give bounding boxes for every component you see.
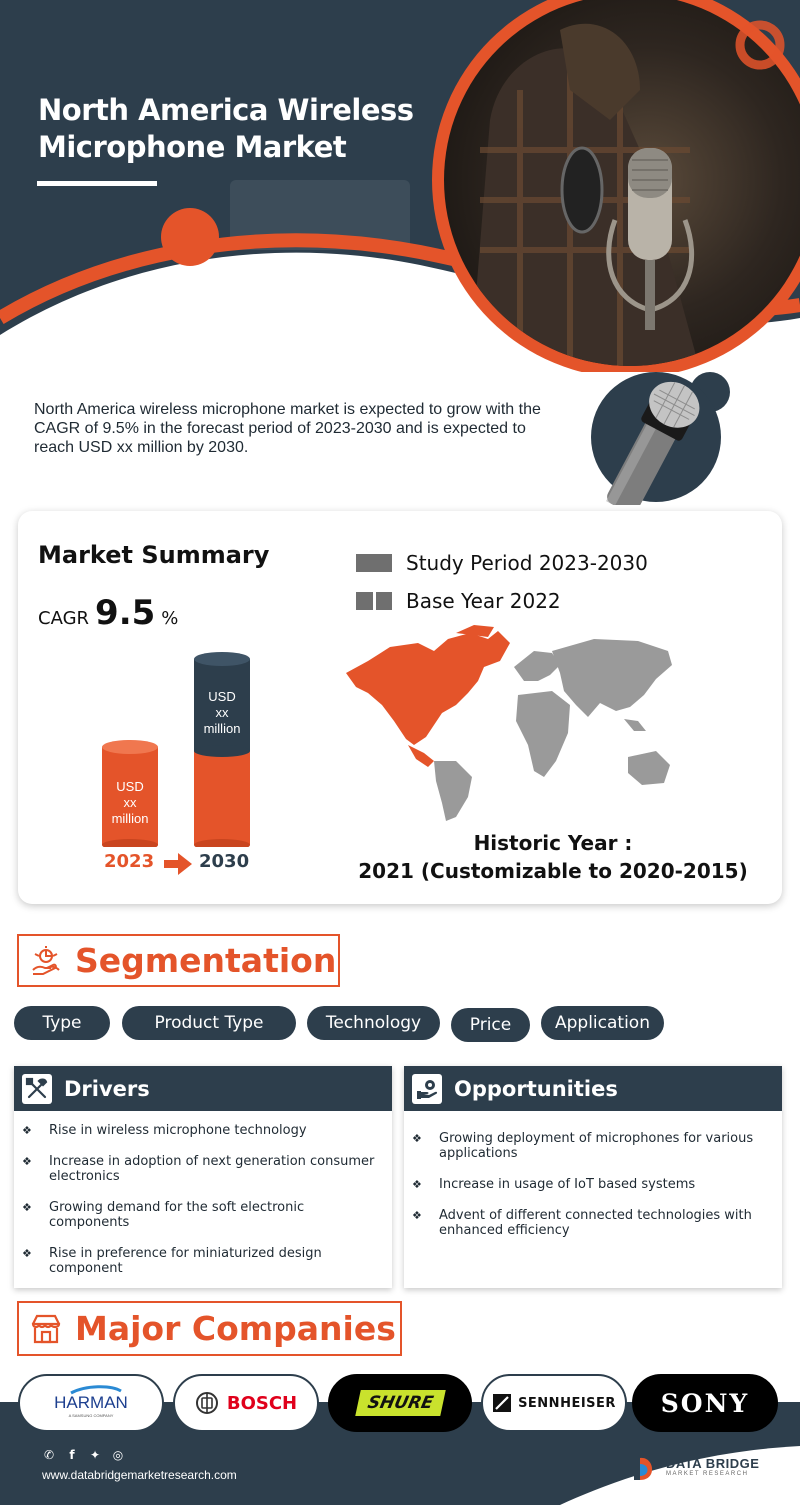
website-link[interactable]: www.databridgemarketresearch.com <box>42 1468 237 1482</box>
bar-2030-label <box>192 689 252 737</box>
cylinder-2030 <box>194 652 250 847</box>
segmentation-header <box>17 934 340 987</box>
diamond-bullet-icon: ❖ <box>22 1201 32 1214</box>
shure-text: SHURE <box>355 1390 446 1416</box>
title-line-2: Microphone Market <box>38 130 347 164</box>
driver-text: Rise in preference for miniaturized design component <box>49 1246 322 1276</box>
legend-swatch-split <box>356 592 392 610</box>
historic-year <box>348 829 758 885</box>
market-summary-card <box>18 511 782 904</box>
bar-2023-line3: million <box>111 811 149 826</box>
sony-text: SONY <box>660 1388 750 1418</box>
drivers-header <box>14 1066 392 1111</box>
legend-base-year <box>356 589 561 613</box>
bosch-armature-icon <box>195 1391 219 1415</box>
driver-text: Growing demand for the soft electronic components <box>49 1200 305 1230</box>
whatsapp-icon[interactable]: ✆ <box>43 1448 55 1462</box>
driver-item <box>22 1123 380 1138</box>
driver-item <box>22 1154 380 1184</box>
driver-item <box>22 1246 380 1276</box>
logo-harman[interactable] <box>18 1374 164 1432</box>
diamond-bullet-icon: ❖ <box>412 1209 422 1222</box>
legend-study-period <box>356 551 648 575</box>
title-line-1: North America Wireless <box>38 93 414 127</box>
year-start: 2023 <box>104 851 155 872</box>
social-links <box>42 1448 125 1462</box>
data-bridge-logo <box>632 1450 759 1482</box>
twitter-icon[interactable]: ✦ <box>89 1448 101 1462</box>
storefront-icon <box>29 1312 63 1346</box>
opportunities-header <box>404 1066 782 1111</box>
bar-2023-label <box>100 779 160 827</box>
intro-text: North America wireless microphone market is expected to grow with the CAGR of 9.5% in the forecast period of 2023-2030 and is expected to reach USD xx million by 2030. <box>34 401 541 456</box>
title-underline <box>37 181 157 186</box>
driver-text: Rise in wireless microphone technology <box>49 1123 307 1138</box>
hand-gear-icon <box>412 1074 442 1104</box>
instagram-icon[interactable]: ◎ <box>112 1448 124 1462</box>
opportunities-list <box>404 1111 782 1238</box>
opportunity-text: Growing deployment of microphones for various applications <box>439 1131 754 1161</box>
bar-2030-line1: USD <box>208 689 236 704</box>
diamond-bullet-icon: ❖ <box>22 1124 32 1137</box>
world-map <box>338 621 678 821</box>
bar-2023-line1: USD <box>116 779 144 794</box>
market-summary-title: Market Summary <box>38 541 270 569</box>
harman-text: HARMAN <box>54 1393 128 1412</box>
facebook-icon[interactable]: f <box>69 1448 75 1462</box>
pill-product-type[interactable]: Product Type <box>122 1006 296 1040</box>
brand-line-1: DATA BRIDGE <box>666 1455 760 1471</box>
segmentation-pills <box>14 1006 794 1042</box>
diamond-bullet-icon: ❖ <box>22 1155 32 1168</box>
cagr-value: 9.5 <box>95 593 156 633</box>
bosch-text: BOSCH <box>226 1392 298 1414</box>
historic-line-1: Historic Year : <box>473 831 633 855</box>
opportunity-text: Increase in usage of IoT based systems <box>439 1177 696 1192</box>
cagr-unit: % <box>161 608 179 629</box>
driver-text: Increase in adoption of next generation consumer electronics <box>49 1154 375 1184</box>
year-end: 2030 <box>199 851 250 872</box>
opportunity-item <box>412 1177 770 1192</box>
historic-line-2: 2021 (Customizable to 2020-2015) <box>358 859 748 883</box>
major-companies-title: Major Companies <box>75 1309 396 1348</box>
pill-technology[interactable]: Technology <box>307 1006 440 1040</box>
hero-background <box>0 0 800 372</box>
diamond-bullet-icon: ❖ <box>412 1132 422 1145</box>
opportunity-text: Advent of different connected technologies with enhanced efficiency <box>439 1208 752 1238</box>
tools-icon <box>22 1074 52 1104</box>
harman-logo <box>41 1383 141 1423</box>
data-bridge-mark-icon <box>632 1450 658 1482</box>
footer <box>0 1362 800 1505</box>
bar-2030-line3: million <box>203 721 241 736</box>
pill-price[interactable]: Price <box>451 1008 530 1042</box>
drivers-title: Drivers <box>64 1076 150 1101</box>
cagr-readout <box>38 593 178 633</box>
sennheiser-text: SENNHEISER <box>518 1395 616 1411</box>
handheld-microphone-image <box>582 370 732 505</box>
study-period-text: Study Period 2023-2030 <box>406 551 648 575</box>
logo-shure[interactable] <box>328 1374 472 1432</box>
segmentation-title: Segmentation <box>75 941 337 980</box>
opportunity-item <box>412 1208 770 1238</box>
logo-bosch[interactable] <box>173 1374 319 1432</box>
brand-line-2: MARKET RESEARCH <box>666 1470 749 1477</box>
logo-sony[interactable] <box>632 1374 778 1432</box>
drivers-list <box>14 1111 392 1276</box>
pill-application[interactable]: Application <box>541 1006 664 1040</box>
diamond-bullet-icon: ❖ <box>22 1247 32 1260</box>
major-companies-header <box>17 1301 402 1356</box>
legend-swatch-solid <box>356 554 392 572</box>
driver-item <box>22 1200 380 1230</box>
segmentation-icon <box>29 944 63 978</box>
sennheiser-mark-icon <box>492 1393 512 1413</box>
opportunities-title: Opportunities <box>454 1076 618 1101</box>
opportunities-box <box>404 1066 782 1288</box>
base-year-text: Base Year 2022 <box>406 589 561 613</box>
harman-sub-text: A SAMSUNG COMPANY <box>68 1413 114 1418</box>
hero-banner <box>0 0 800 372</box>
page-title <box>38 92 438 166</box>
pill-type[interactable]: Type <box>14 1006 110 1040</box>
cagr-label: CAGR <box>38 608 90 629</box>
logo-sennheiser[interactable] <box>481 1374 627 1432</box>
opportunity-item <box>412 1131 770 1161</box>
drivers-box <box>14 1066 392 1288</box>
bar-2023-line2: xx <box>123 795 137 810</box>
north-america-region <box>346 631 510 745</box>
bar-2030-line2: xx <box>215 705 229 720</box>
diamond-bullet-icon: ❖ <box>412 1178 422 1191</box>
arrow-right-icon <box>164 853 192 875</box>
